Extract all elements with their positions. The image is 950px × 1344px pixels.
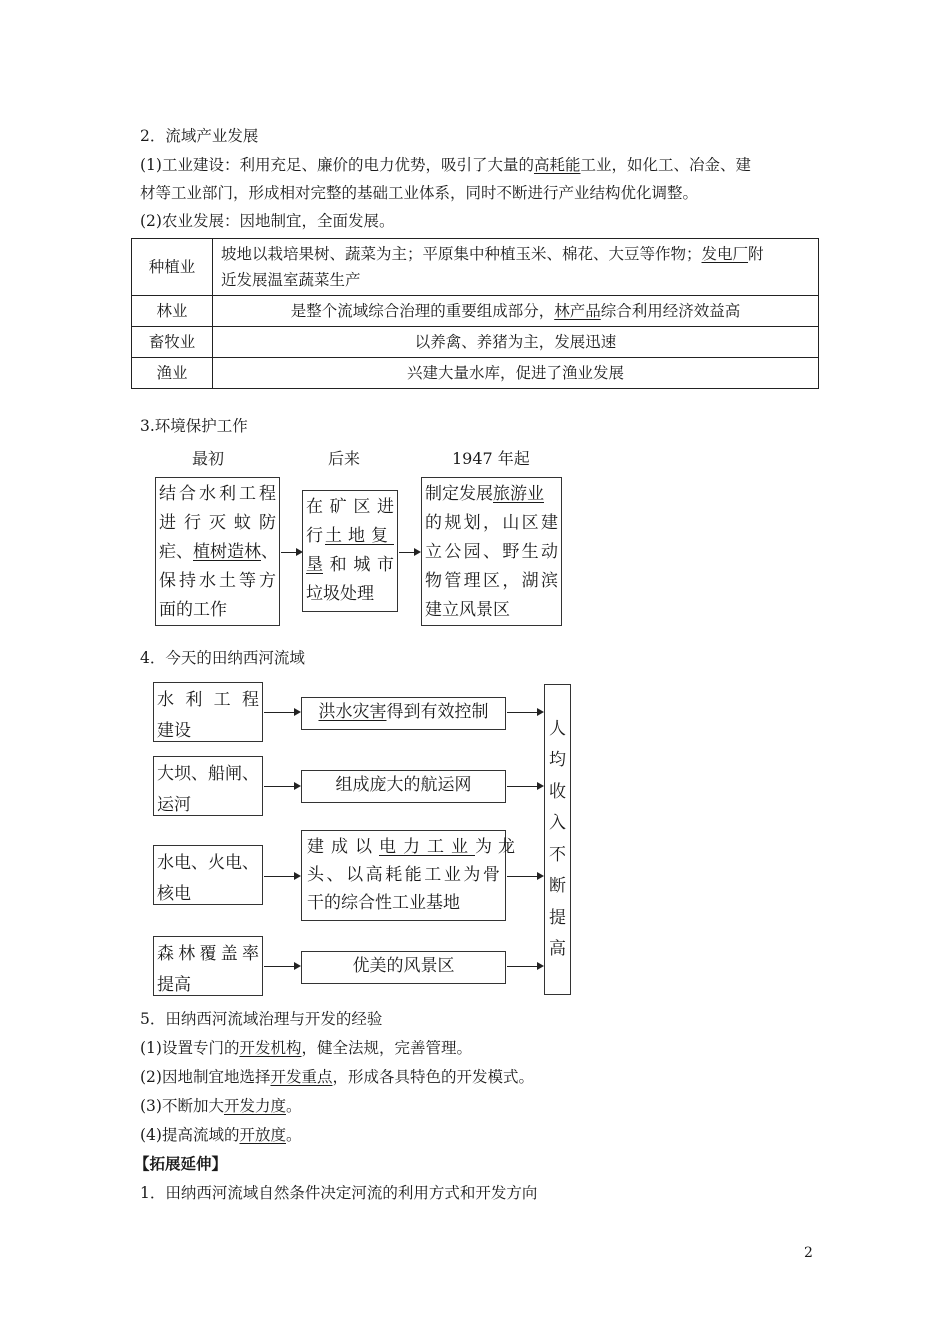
text: 坡地以栽培果树、蔬菜为主；平原集中种植玉米、棉花、大豆等作物； bbox=[221, 245, 702, 263]
underlined-keyword: 开发重点 bbox=[270, 1068, 333, 1086]
box-line bbox=[157, 685, 259, 716]
char: 公 bbox=[444, 542, 462, 562]
box-line: 建设 bbox=[157, 721, 191, 741]
effect-box-industrial-base bbox=[301, 830, 521, 921]
box-line bbox=[159, 567, 276, 596]
char: 湖 bbox=[521, 571, 539, 591]
box-line bbox=[425, 509, 558, 538]
box-line bbox=[159, 538, 276, 567]
char: 水 bbox=[199, 484, 216, 504]
char: 利 bbox=[185, 690, 203, 710]
char: 水 bbox=[199, 571, 216, 591]
char: 方 bbox=[259, 571, 276, 591]
char: 电 bbox=[174, 853, 191, 873]
char: 水 bbox=[157, 690, 174, 710]
char: 工 bbox=[239, 484, 256, 504]
box-line bbox=[159, 480, 276, 509]
underlined-keyword: 植树造林 bbox=[193, 542, 261, 562]
effect-box-scenic-area bbox=[301, 951, 506, 984]
char: 物 bbox=[425, 571, 442, 591]
page-number: 2 bbox=[804, 1245, 813, 1261]
char: 野 bbox=[502, 542, 520, 562]
char: 进 bbox=[376, 497, 394, 517]
box-line: 垃圾处理 bbox=[306, 584, 374, 604]
char: ， bbox=[482, 513, 500, 533]
char: 动 bbox=[540, 542, 558, 562]
char: 行 bbox=[184, 513, 201, 533]
char: 人 bbox=[549, 718, 566, 739]
char: 区 bbox=[521, 513, 539, 533]
result-box-income-rising bbox=[544, 684, 571, 995]
char: 闸 bbox=[225, 764, 242, 784]
char: 园 bbox=[463, 542, 481, 562]
char: 入 bbox=[549, 813, 566, 833]
arrow-effect-to-result bbox=[507, 712, 542, 713]
experience-item-3 bbox=[140, 1095, 302, 1117]
char: 等 bbox=[239, 571, 256, 591]
stage-header-initial: 最初 bbox=[192, 449, 225, 468]
char: 土 bbox=[219, 571, 236, 591]
row-value bbox=[213, 296, 819, 327]
text: 综合利用经济效益高 bbox=[600, 302, 741, 320]
box-line bbox=[157, 939, 259, 970]
char: 结 bbox=[159, 484, 176, 504]
box-line: 核电 bbox=[157, 884, 191, 904]
char: 、 bbox=[242, 853, 259, 873]
char: ， bbox=[502, 571, 520, 591]
char: 矿 bbox=[329, 497, 347, 517]
row-key: 渔业 bbox=[132, 358, 213, 389]
underlined-keyword: 电力工业 bbox=[379, 837, 475, 857]
underlined-keyword: 旅游业 bbox=[493, 484, 544, 504]
box-line bbox=[307, 861, 500, 889]
char: 工 bbox=[424, 865, 442, 885]
char: 林 bbox=[178, 944, 196, 964]
char: 骨 bbox=[482, 865, 500, 885]
char: 、 bbox=[326, 865, 344, 885]
underlined-keyword: 发电厂 bbox=[701, 245, 749, 263]
table-row bbox=[132, 358, 819, 389]
char: 划 bbox=[463, 513, 481, 533]
char: 均 bbox=[549, 750, 566, 770]
experience-item-2 bbox=[140, 1066, 534, 1088]
agriculture-table bbox=[131, 238, 819, 389]
underlined-keyword: 开发机构 bbox=[239, 1039, 302, 1057]
char: 滨 bbox=[540, 571, 558, 591]
text: 为龙 bbox=[475, 837, 521, 857]
cause-box-forest bbox=[153, 936, 263, 996]
char: 市 bbox=[376, 555, 394, 575]
char: 盖 bbox=[220, 944, 238, 964]
char: 提 bbox=[549, 907, 566, 928]
char: 森 bbox=[157, 944, 174, 964]
char: 以 bbox=[346, 865, 364, 885]
box-line: 干的综合性工业基地 bbox=[307, 893, 460, 913]
section3-title: 3.环境保护工作 bbox=[140, 417, 248, 435]
char: 火 bbox=[208, 853, 225, 873]
stage-header-1947: 1947 年起 bbox=[452, 449, 530, 468]
box-line: 建立风景区 bbox=[425, 600, 510, 620]
box-line: 组成庞大的航运网 bbox=[335, 775, 472, 795]
text: 附 bbox=[748, 245, 764, 263]
section5-title: 5．田纳西河流域治理与开发的经验 bbox=[140, 1010, 383, 1028]
char: 率 bbox=[242, 944, 259, 964]
box-line bbox=[425, 480, 558, 509]
char: 合 bbox=[179, 484, 196, 504]
initial-stage-box bbox=[155, 477, 280, 626]
text: 。 bbox=[285, 1097, 302, 1115]
box-line bbox=[425, 538, 558, 567]
char: 城 bbox=[353, 555, 371, 575]
char: 的 bbox=[425, 513, 442, 533]
underlined-keyword: 垦 bbox=[306, 555, 323, 575]
underlined-keyword: 洪水灾害 bbox=[318, 702, 387, 722]
text: 得到有效控制 bbox=[386, 702, 489, 722]
text: ，健全法规，完善管理。 bbox=[301, 1039, 472, 1057]
text: 、 bbox=[261, 542, 278, 562]
extension-heading: 【拓展延伸】 bbox=[134, 1154, 228, 1173]
section2-title: 2．流域产业发展 bbox=[140, 127, 259, 145]
stage-header-later: 后来 bbox=[328, 449, 361, 468]
text: 建成以 bbox=[307, 837, 379, 857]
char: 程 bbox=[241, 690, 259, 710]
char: 船 bbox=[208, 764, 225, 784]
text: 制定发展 bbox=[425, 484, 493, 504]
char: 大 bbox=[157, 764, 174, 784]
arrow-effect-to-result bbox=[507, 786, 542, 787]
text: 近发展温室蔬菜生产 bbox=[221, 271, 361, 289]
row-key: 畜牧业 bbox=[132, 327, 213, 358]
char: 工 bbox=[213, 690, 231, 710]
industry-paragraph-line2: 材等工业部门，形成相对完整的基础工业体系，同时不断进行产业结构优化调整。 bbox=[140, 184, 699, 202]
text: (1)设置专门的 bbox=[140, 1039, 240, 1057]
text: (3)不断加大 bbox=[140, 1097, 224, 1115]
row-value: 以养禽、养猪为主，发展迅速 bbox=[213, 327, 819, 358]
box-line: 提高 bbox=[157, 975, 191, 995]
char: 进 bbox=[159, 513, 176, 533]
underlined-keyword: 高耗能 bbox=[533, 156, 581, 174]
underlined-keyword: 林产品 bbox=[554, 302, 601, 320]
table-row bbox=[132, 327, 819, 358]
underlined-keyword: 土地复 bbox=[325, 526, 394, 546]
char: 水 bbox=[157, 853, 174, 873]
row-value: 兴建大量水库，促进了渔业发展 bbox=[213, 358, 819, 389]
char: 坝 bbox=[174, 764, 191, 784]
box-line bbox=[157, 848, 259, 879]
text: 疟、 bbox=[159, 542, 193, 562]
text: (2)因地制宜地选择 bbox=[140, 1068, 271, 1086]
box-line: 优美的风景区 bbox=[352, 956, 455, 976]
char: 断 bbox=[549, 876, 566, 896]
char: 收 bbox=[549, 781, 566, 802]
char: 立 bbox=[425, 542, 442, 562]
char: 耗 bbox=[385, 865, 403, 885]
char: 利 bbox=[219, 484, 236, 504]
arrow-cause-to-effect bbox=[264, 712, 299, 713]
char: 能 bbox=[404, 865, 422, 885]
row-key: 种植业 bbox=[132, 239, 213, 296]
box-line bbox=[307, 833, 521, 861]
box-line: 面的工作 bbox=[159, 600, 227, 620]
table-row bbox=[132, 239, 819, 296]
cause-box-power bbox=[153, 845, 263, 905]
text: ，形成各具特色的开发模式。 bbox=[332, 1068, 534, 1086]
box-line: 运河 bbox=[157, 795, 191, 815]
char: 程 bbox=[259, 484, 276, 504]
char: 区 bbox=[482, 571, 500, 591]
char: 灭 bbox=[209, 513, 226, 533]
text: 工业，如化工、冶金、建 bbox=[580, 156, 751, 174]
char: 理 bbox=[463, 571, 481, 591]
char: 生 bbox=[521, 542, 539, 562]
char: 在 bbox=[306, 497, 323, 517]
extension-item-1: 1．田纳西河流域自然条件决定河流的利用方式和开发方向 bbox=[140, 1184, 538, 1202]
table-row bbox=[132, 296, 819, 327]
section4-title: 4．今天的田纳西河流域 bbox=[140, 649, 305, 667]
arrow-cause-to-effect bbox=[264, 966, 299, 967]
char: 电 bbox=[225, 853, 242, 873]
row-value bbox=[213, 239, 819, 296]
char: 、 bbox=[191, 853, 208, 873]
char: 山 bbox=[502, 513, 520, 533]
cause-box-dams bbox=[153, 756, 263, 816]
char: 防 bbox=[259, 513, 276, 533]
box-line bbox=[306, 551, 394, 580]
arrow-cause-to-effect bbox=[264, 786, 299, 787]
char: 覆 bbox=[199, 944, 217, 964]
char: 头 bbox=[307, 865, 324, 885]
underlined-keyword: 开放度 bbox=[239, 1126, 286, 1144]
effect-box-shipping bbox=[301, 770, 506, 803]
text: (1)工业建设：利用充足、廉价的电力优势，吸引了大量的 bbox=[140, 156, 534, 174]
char: 管 bbox=[444, 571, 462, 591]
box-line bbox=[157, 759, 259, 790]
box-line bbox=[306, 493, 394, 522]
char: 高 bbox=[365, 865, 383, 885]
char: 规 bbox=[444, 513, 462, 533]
experience-item-1 bbox=[140, 1037, 472, 1059]
box-line bbox=[425, 567, 558, 596]
char: 行 bbox=[306, 526, 323, 546]
char: 、 bbox=[242, 764, 259, 784]
box-line bbox=[159, 509, 276, 538]
char: 保 bbox=[159, 571, 176, 591]
char: 、 bbox=[191, 764, 208, 784]
arrow-cause-to-effect bbox=[264, 876, 299, 877]
cause-box-water-projects bbox=[153, 682, 263, 742]
row-key: 林业 bbox=[132, 296, 213, 327]
char: 业 bbox=[443, 865, 461, 885]
later-stage-box bbox=[302, 490, 398, 612]
char: 和 bbox=[329, 555, 347, 575]
char: 不 bbox=[549, 844, 566, 865]
char: 建 bbox=[540, 513, 558, 533]
char: 为 bbox=[463, 865, 481, 885]
text: 是整个流域综合治理的重要组成部分， bbox=[290, 302, 555, 320]
box-line bbox=[306, 522, 394, 551]
underlined-keyword: 开发力度 bbox=[223, 1097, 286, 1115]
char: 、 bbox=[482, 542, 500, 562]
effect-box-flood-control bbox=[301, 697, 506, 730]
experience-item-4 bbox=[140, 1124, 302, 1146]
arrow-effect-to-result bbox=[507, 966, 542, 967]
text: 。 bbox=[285, 1126, 302, 1144]
arrow-effect-to-result bbox=[507, 876, 542, 877]
char: 蚊 bbox=[234, 513, 251, 533]
arrow-1-to-2 bbox=[281, 552, 301, 553]
char: 持 bbox=[179, 571, 196, 591]
arrow-2-to-3 bbox=[399, 552, 419, 553]
char: 区 bbox=[353, 497, 371, 517]
text: (4)提高流域的 bbox=[140, 1126, 240, 1144]
since-1947-box bbox=[421, 477, 562, 626]
char: 高 bbox=[549, 939, 566, 959]
agriculture-heading: (2)农业发展：因地制宜，全面发展。 bbox=[140, 212, 395, 230]
industry-paragraph-line1 bbox=[140, 154, 751, 176]
box-line bbox=[308, 699, 499, 725]
